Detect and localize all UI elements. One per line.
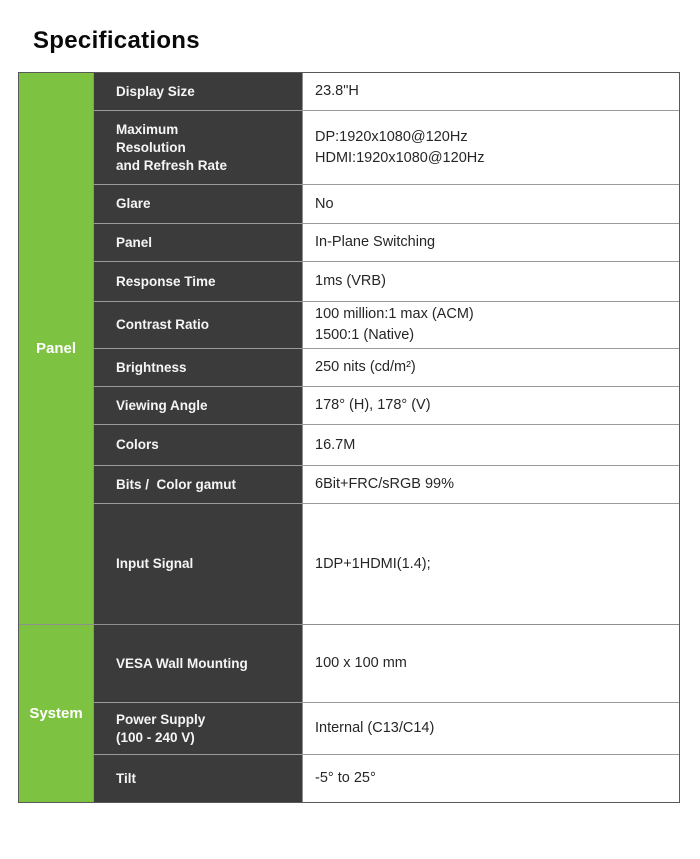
spec-label: Power Supply (100 - 240 V)	[94, 703, 303, 754]
spec-label: Maximum Resolution and Refresh Rate	[94, 111, 303, 184]
spec-label: Bits / Color gamut	[94, 466, 303, 503]
spec-value: In-Plane Switching	[303, 224, 679, 261]
spec-row-panel-type	[94, 223, 679, 261]
spec-label: Input Signal	[94, 504, 303, 624]
system-rows	[94, 625, 679, 802]
spec-value: 178° (H), 178° (V)	[303, 387, 679, 424]
spec-value: 100 x 100 mm	[303, 625, 679, 702]
spec-value: -5° to 25°	[303, 755, 679, 802]
spec-value: No	[303, 185, 679, 223]
spec-row-contrast-ratio	[94, 301, 679, 348]
spec-label: VESA Wall Mounting	[94, 625, 303, 702]
spec-row-brightness	[94, 348, 679, 386]
spec-row-bits-color-gamut	[94, 465, 679, 503]
section-system	[19, 624, 679, 802]
spec-label: Tilt	[94, 755, 303, 802]
spec-value: 23.8"H	[303, 73, 679, 110]
spec-value: 100 million:1 max (ACM) 1500:1 (Native)	[303, 302, 679, 348]
spec-row-input-signal	[94, 503, 679, 624]
spec-label: Viewing Angle	[94, 387, 303, 424]
spec-value: 16.7M	[303, 425, 679, 465]
spec-row-tilt	[94, 754, 679, 802]
page-title: Specifications	[33, 27, 200, 54]
spec-value: Internal (C13/C14)	[303, 703, 679, 754]
spec-row-glare	[94, 184, 679, 223]
spec-value: DP:1920x1080@120Hz HDMI:1920x1080@120Hz	[303, 111, 679, 184]
spec-row-max-resolution	[94, 110, 679, 184]
spec-value: 1ms (VRB)	[303, 262, 679, 301]
spec-value: 1DP+1HDMI(1.4);	[303, 504, 679, 624]
spec-label: Glare	[94, 185, 303, 223]
spec-label: Contrast Ratio	[94, 302, 303, 348]
spec-label: Colors	[94, 425, 303, 465]
spec-row-viewing-angle	[94, 386, 679, 424]
spec-row-display-size	[94, 73, 679, 110]
section-label-system: System	[19, 625, 94, 802]
spec-row-response-time	[94, 261, 679, 301]
spec-row-power-supply	[94, 702, 679, 754]
spec-label: Brightness	[94, 349, 303, 386]
specifications-table	[18, 72, 680, 803]
spec-label: Display Size	[94, 73, 303, 110]
panel-rows	[94, 73, 679, 624]
spec-row-vesa-wall-mounting	[94, 625, 679, 702]
spec-label: Response Time	[94, 262, 303, 301]
spec-value: 250 nits (cd/m²)	[303, 349, 679, 386]
section-panel	[19, 73, 679, 624]
spec-value: 6Bit+FRC/sRGB 99%	[303, 466, 679, 503]
spec-row-colors	[94, 424, 679, 465]
spec-label: Panel	[94, 224, 303, 261]
section-label-panel: Panel	[19, 73, 94, 624]
